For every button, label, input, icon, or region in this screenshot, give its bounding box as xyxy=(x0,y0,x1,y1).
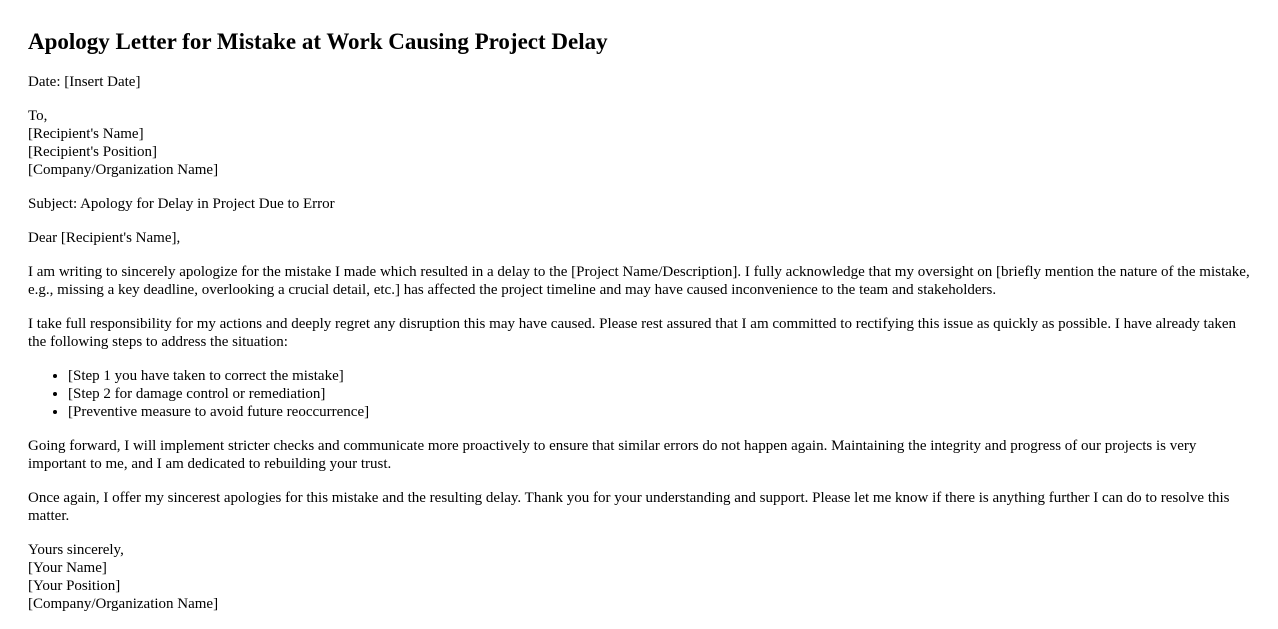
closing-company: [Company/Organization Name] xyxy=(28,596,219,612)
list-item: • [Preventive measure to avoid future reoccurrence] xyxy=(68,403,1258,421)
steps-list xyxy=(28,367,1258,421)
recipient-to: To, xyxy=(28,108,48,124)
recipient-position: [Recipient's Position] xyxy=(28,144,157,160)
recipient-name: [Recipient's Name] xyxy=(28,126,144,142)
list-item: • [Step 2 for damage control or remediation] xyxy=(68,385,1258,403)
body-paragraph-2: I take full responsibility for my actions and deeply regret any disruption this may have caused. Please rest assured that I am committed to rectifying this issue as quickly as possible. I have already taken the following steps to address the situation: xyxy=(28,316,1237,350)
body-paragraph-4: Once again, I offer my sincerest apologies for this mistake and the resulting delay. Thank you for your understanding and support. Please let me know if there is anything further I can do to resolve this matter. xyxy=(28,490,1230,524)
closing-block xyxy=(28,541,1258,613)
recipient-block xyxy=(28,107,1258,179)
date-line: Date: [Insert Date] xyxy=(28,74,141,90)
letter-document xyxy=(28,0,1258,629)
closing-signoff: Yours sincerely, xyxy=(28,542,124,558)
closing-name: [Your Name] xyxy=(28,560,107,576)
closing-position: [Your Position] xyxy=(28,578,121,594)
list-item: • [Step 1 you have taken to correct the mistake] xyxy=(68,367,1258,385)
subject-line: Subject: Apology for Delay in Project Due to Error xyxy=(28,196,335,212)
salutation: Dear [Recipient's Name], xyxy=(28,230,181,246)
recipient-company: [Company/Organization Name] xyxy=(28,162,219,178)
body-paragraph-3: Going forward, I will implement stricter checks and communicate more proactively to ensure that similar errors do not happen again. Maintaining the integrity and progress of our projects is very important to me, and I am dedicated to rebuilding your trust. xyxy=(28,438,1197,472)
letter-title: Apology Letter for Mistake at Work Causing Project Delay xyxy=(28,29,608,54)
body-paragraph-1: I am writing to sincerely apologize for the mistake I made which resulted in a delay to the [Project Name/Description]. I fully acknowledge that my oversight on [briefly mention the nature of the mistake, e.g., missing a key deadline, overlooking a crucial detail, etc.] has affected the project timeline and may have caused inconvenience to the team and stakeholders. xyxy=(28,264,1250,298)
